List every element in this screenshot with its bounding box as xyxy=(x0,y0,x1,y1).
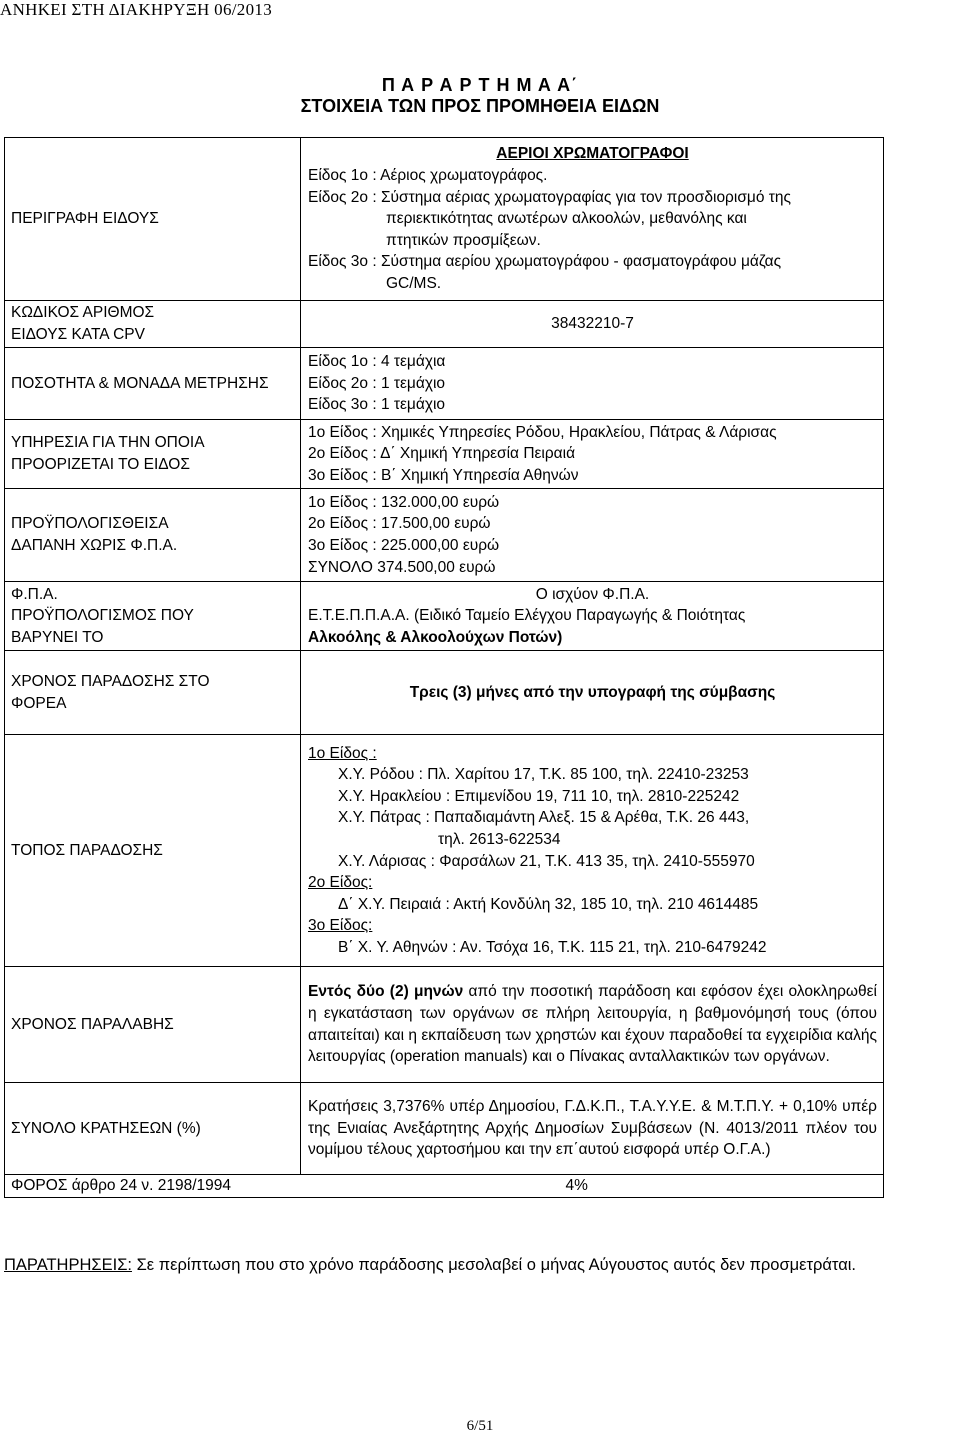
value-delivery-time: Τρεις (3) μήνες από την υπογραφή της σύμβασης xyxy=(301,651,884,735)
value-acceptance: Εντός δύο (2) μηνών από την ποσοτική παράδοση και εφόσον έχει ολοκληρωθεί η εγκατάσταση των οργάνων σε πλήρη λειτουργία, η βαθμονόμησή τους (όπου απαιτείται) και η εκπαίδευση των χρηστών και έχουν παραδοθεί τα εγχειρίδια καλής λειτουργίας (operation manuals) και ο Πίνακας ανταλλακτικών των οργάνων. xyxy=(301,967,884,1083)
value-budget-excl-vat: 1ο Είδος : 132.000,00 ευρώ 2ο Είδος : 17.500,00 ευρώ 3ο Είδος : 225.000,00 ευρώ ΣΥΝΟΛΟ 374.500,00 ευρώ xyxy=(301,489,884,582)
row-vat xyxy=(5,582,884,651)
value-tax: 4% xyxy=(301,1175,884,1198)
description-item-3: Είδος 3ο : Σύστημα αερίου χρωματογράφου - φασματογράφου μάζας xyxy=(308,253,782,271)
label-tax: ΦΟΡΟΣ άρθρο 24 ν. 2198/1994 xyxy=(5,1175,301,1198)
label-service: ΥΠΗΡΕΣΙΑ ΓΙΑ ΤΗΝ ΟΠΟΙΑ ΠΡΟΟΡΙΖΕΤΑΙ ΤΟ ΕΙΔΟΣ xyxy=(5,420,301,489)
value-delivery-place: 1ο Είδος : Χ.Υ. Ρόδου : Πλ. Χαρίτου 17, Τ.Κ. 85 100, τηλ. 22410-23253 Χ.Υ. Ηρακλείου : Επιμενίδου 19, 711 10, τηλ. 2810-225242 Χ.Υ. Πάτρας : Παπαδιαμάντη Αλεξ. 15 & Αρέθα, Τ.Κ. 26 443, τηλ. 2613-622534 Χ.Υ. Λάρισας : Φαρσάλων 21, Τ.Κ. 413 35, τηλ. 2410-555970 2ο Είδος: Δ΄ Χ.Υ. Πειραιά : Ακτή Κονδύλη 32, 185 10, τηλ. 210 4614485 3ο Είδος: Β΄ Χ. Υ. Αθηνών : Αν. Τσόχα 16, Τ.Κ. 115 21, τηλ. 210-6479242 xyxy=(301,735,884,967)
description-item-1: Είδος 1ο : Αέριος χρωματογράφος. xyxy=(308,167,548,185)
row-description xyxy=(5,138,884,301)
label-delivery-time: ΧΡΟΝΟΣ ΠΑΡΑΔΟΣΗΣ ΣΤΟ ΦΟΡΕΑ xyxy=(5,651,301,735)
row-deductions xyxy=(5,1083,884,1175)
annex-subtitle: ΣΤΟΙΧΕΙΑ ΤΩΝ ΠΡΟΣ ΠΡΟΜΗΘΕΙΑ ΕΙΔΩΝ xyxy=(300,96,660,116)
row-delivery-time xyxy=(5,651,884,735)
row-service xyxy=(5,420,884,489)
label-vat: Φ.Π.Α. ΠΡΟΫΠΟΛΟΓΙΣΜΟΣ ΠΟΥ ΒΑΡΥΝΕΙ ΤΟ xyxy=(5,582,301,651)
row-budget-excl-vat xyxy=(5,489,884,582)
description-item-3-cont: GC/MS. xyxy=(386,274,442,292)
remarks-text: Σε περίπτωση που στο χρόνο παράδοσης μεσολαβεί ο μήνας Αύγουστος αυτός δεν προσμετράται. xyxy=(131,1256,857,1274)
page-number: 6/51 xyxy=(466,1418,494,1434)
label-description: ΠΕΡΙΓΡΑΦΗ ΕΙΔΟΥΣ xyxy=(5,138,301,301)
label-delivery-place: ΤΟΠΟΣ ΠΑΡΑΔΟΣΗΣ xyxy=(5,735,301,967)
label-acceptance: ΧΡΟΝΟΣ ΠΑΡΑΛΑΒΗΣ xyxy=(5,967,301,1083)
description-item-2-cont-1: περιεκτικότητας ανωτέρων αλκοολών, μεθανόλης και xyxy=(386,210,747,228)
value-vat: Ο ισχύον Φ.Π.Α. Ε.Τ.Ε.Π.Π.Α.Α. (Ειδικό Ταμείο Ελέγχου Παραγωγής & Ποιότητας Αλκοόλης & Αλκοολούχων Ποτών) xyxy=(301,582,884,651)
value-service: 1ο Είδος : Χημικές Υπηρεσίες Ρόδου, Ηρακλείου, Πάτρας & Λάρισας 2ο Είδος : Δ΄ Χημική Υπηρεσία Πειραιά 3ο Είδος : Β΄ Χημική Υπηρεσία Αθηνών xyxy=(301,420,884,489)
value-description xyxy=(301,138,884,301)
value-cpv-code: 38432210-7 xyxy=(301,301,884,348)
row-cpv xyxy=(5,301,884,348)
description-item-2-cont-2: πτητικών προσμίξεων. xyxy=(386,231,541,249)
row-acceptance xyxy=(5,967,884,1083)
label-quantity: ΠΟΣΟΤΗΤΑ & ΜΟΝΑΔΑ ΜΕΤΡΗΣΗΣ xyxy=(5,348,301,420)
remarks xyxy=(4,1254,956,1276)
remarks-label: ΠΑΡΑΤΗΡΗΣΕΙΣ: xyxy=(4,1256,132,1274)
value-quantity: Είδος 1ο : 4 τεμάχια Είδος 2ο : 1 τεμάχιο Είδος 3ο : 1 τεμάχιο xyxy=(301,348,884,420)
label-cpv: ΚΩΔΙΚΟΣ ΑΡΙΘΜΟΣ ΕΙΔΟΥΣ ΚΑΤΑ CPV xyxy=(5,301,301,348)
value-deductions: Κρατήσεις 3,7376% υπέρ Δημοσίου, Γ.Δ.Κ.Π., Τ.Α.Υ.Υ.Ε. & Μ.Τ.Π.Υ. + 0,10% υπέρ της Ενιαίας Ανεξάρτητης Αρχής Δημοσίων Συμβάσεων (Ν. 4013/2011 πλέον του νομίμου τέλους χαρτοσήμου και την επ΄αυτού εισφορά υπέρ Ο.Γ.Α.) xyxy=(301,1083,884,1175)
label-deductions: ΣΥΝΟΛΟ ΚΡΑΤΗΣΕΩΝ (%) xyxy=(5,1083,301,1175)
annex-title: Π Α Ρ Α Ρ Τ Η Μ Α Α΄ xyxy=(381,75,579,95)
description-heading: ΑΕΡΙΟΙ ΧΡΩΜΑΤΟΓΡΑΦΟΙ xyxy=(496,145,689,163)
document-header-reference: ΑΝΗΚΕΙ ΣΤΗ ΔΙΑΚΗΡΥΞΗ 06/2013 xyxy=(0,0,273,19)
specifications-table xyxy=(4,137,884,1198)
label-budget-excl-vat: ΠΡΟΫΠΟΛΟΓΙΣΘΕΙΣΑ ΔΑΠΑΝΗ ΧΩΡΙΣ Φ.Π.Α. xyxy=(5,489,301,582)
description-item-2: Είδος 2ο : Σύστημα αέριας χρωματογραφίας για τον προσδιορισμό της xyxy=(308,188,791,206)
row-tax xyxy=(5,1175,884,1198)
row-delivery-place xyxy=(5,735,884,967)
row-quantity xyxy=(5,348,884,420)
